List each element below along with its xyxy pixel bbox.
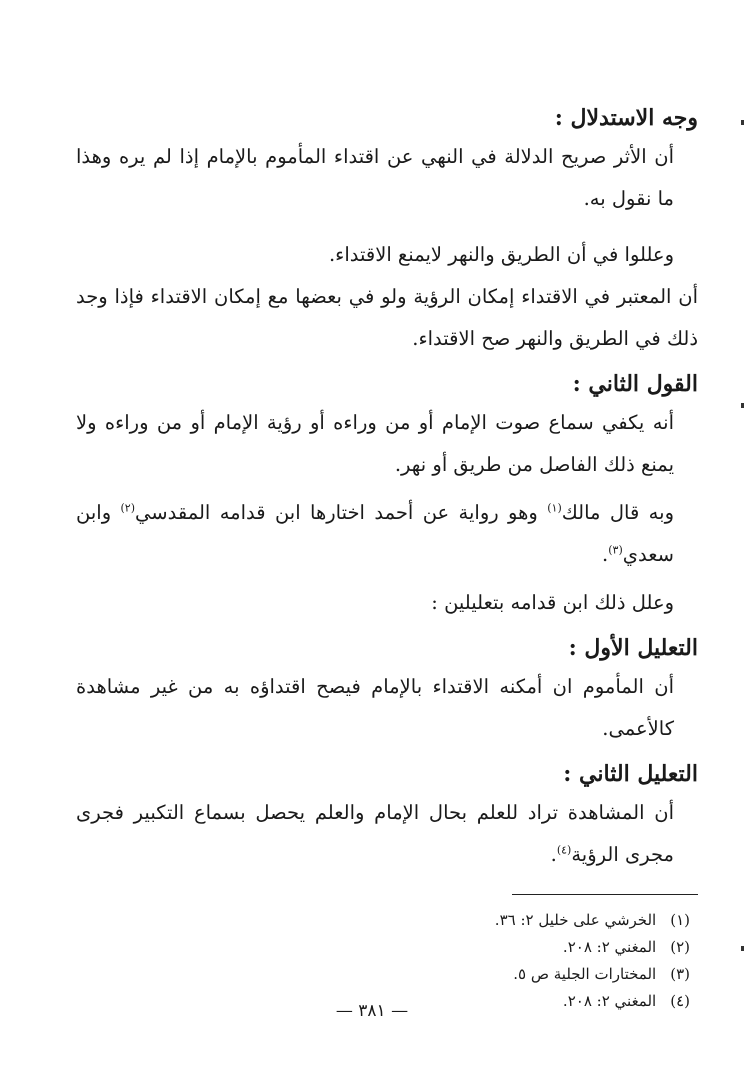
footnote-text: المغني ٢: ٢٠٨. — [562, 992, 657, 1010]
footnote-item — [76, 961, 690, 988]
page-body — [76, 100, 698, 1015]
scholars-text-a: وبه قال مالك — [561, 501, 674, 524]
paragraph-evidence: أن الأثر صريح الدلالة في النهي عن اقتداء المأموم بالإمام إذا لم يره وهذا ما نقول به. — [76, 145, 674, 210]
footnote-number: (١) — [670, 911, 690, 929]
paragraph-two-reasons: وعلل ذلك ابن قدامه بتعليلين : — [431, 591, 674, 614]
section-heading-evidence: وجه الاستدلال : — [554, 105, 698, 131]
page-number: — ٣٨١ — — [335, 1001, 409, 1021]
section-heading-second-opinion: القول الثاني : — [572, 371, 698, 397]
paragraph-second-reason — [76, 792, 698, 876]
second-reason-text-b: . — [550, 843, 557, 866]
footnote-number: (٢) — [670, 938, 690, 956]
footnote-text: المغني ٢: ٢٠٨. — [562, 938, 657, 956]
footnote-number: (٣) — [670, 965, 690, 983]
footnote-ref-1: (١) — [547, 501, 562, 515]
second-reason-text-a: أن المشاهدة تراد للعلم بحال الإمام والعلم يحصل بسماع التكبير فجرى مجرى الرؤية — [76, 801, 674, 866]
paragraph-first-reason: أن المأموم ان أمكنه الاقتداء بالإمام فيصح اقتداؤه به من غير مشاهدة كالأعمى. — [76, 675, 674, 740]
paragraph-criterion: أن المعتبر في الاقتداء إمكان الرؤية ولو في بعضها مع إمكان الاقتداء فإذا وجد ذلك في الطريق والنهر صح الاقتداء. — [76, 285, 698, 350]
footnote-text: الخرشي على خليل ٢: ٣٦. — [494, 911, 657, 929]
scholars-text-c: وابن سعدي — [76, 501, 674, 566]
footnote-item — [76, 934, 690, 961]
scholars-text-b: وهو رواية عن أحمد اختارها ابن قدامه المقدسي — [135, 501, 548, 524]
paragraph-justification: وعللوا في أن الطريق والنهر لايمنع الاقتداء. — [328, 243, 674, 266]
footnote-number: (٤) — [670, 992, 690, 1010]
section-heading-second-reason: التعليل الثاني : — [563, 761, 698, 787]
footnote-item — [76, 907, 690, 934]
footnote-ref-2: (٢) — [120, 501, 135, 515]
section-heading-first-reason: التعليل الأول : — [568, 635, 698, 661]
footnote-ref-4: (٤) — [556, 843, 572, 857]
scholars-text-d: . — [602, 543, 609, 566]
footnote-ref-3: (٣) — [608, 543, 623, 557]
footnote-text: المختارات الجلية ص ٥. — [513, 965, 657, 983]
footnotes-list — [76, 907, 698, 1015]
paragraph-second-opinion: أنه يكفي سماع صوت الإمام أو من وراءه أو رؤية الإمام أو من وراءه ولا يمنع ذلك الفاصل من طريق أو نهر. — [76, 411, 674, 476]
paragraph-scholars — [76, 492, 698, 576]
footnote-divider — [512, 894, 698, 895]
